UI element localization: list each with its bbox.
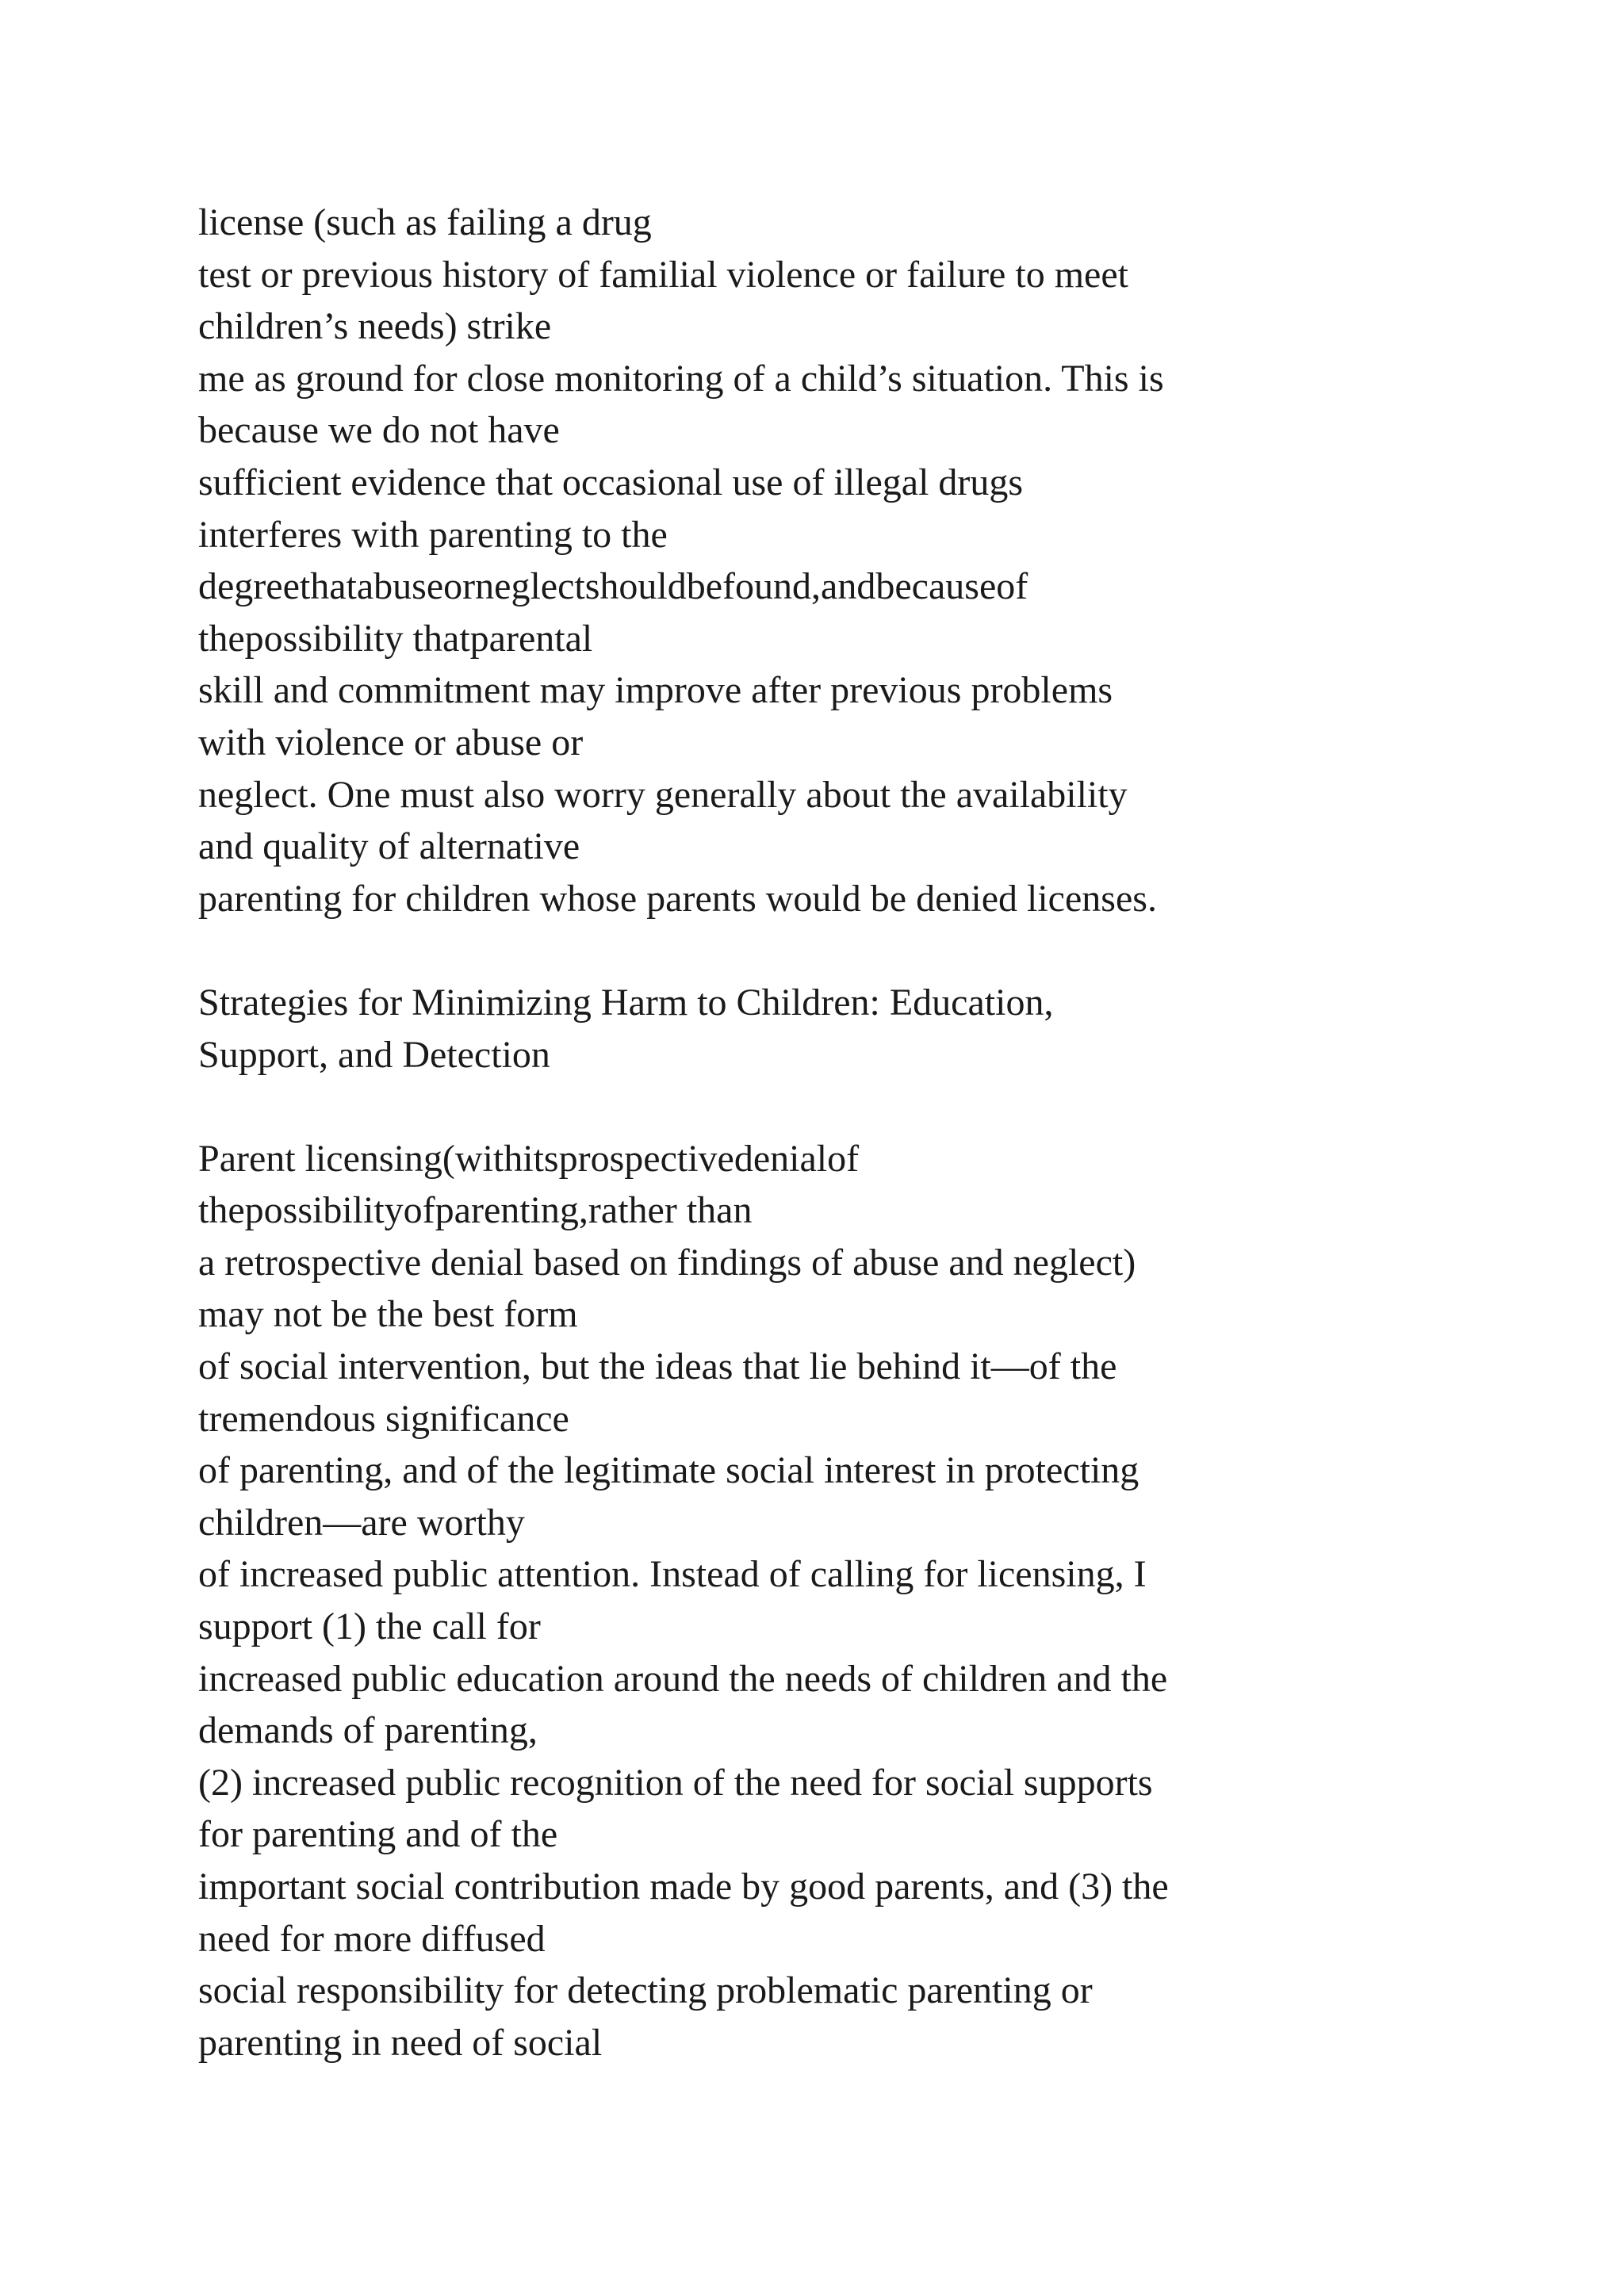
text-line: demands of parenting, — [198, 1709, 538, 1752]
text-line: thepossibilityofparenting,rather than — [198, 1189, 753, 1232]
text-line: social responsibility for detecting problematic parenting or — [198, 1969, 1093, 2012]
text-line: parenting in need of social — [198, 2021, 603, 2064]
text-line: thepossibility thatparental — [198, 617, 593, 660]
text-line: (2) increased public recognition of the need for social supports — [198, 1761, 1153, 1804]
text-line: because we do not have — [198, 409, 560, 452]
text-line: parenting for children whose parents would be denied licenses. — [198, 877, 1157, 920]
text-line: of social intervention, but the ideas that lie behind it—of the — [198, 1345, 1117, 1388]
paragraph-spacer — [198, 1081, 1578, 1133]
text-line: may not be the best form — [198, 1293, 578, 1336]
paragraph-licensing-grounds — [198, 197, 1578, 924]
text-line: me as ground for close monitoring of a child’s situation. This is — [198, 357, 1164, 400]
text-line: support (1) the call for — [198, 1605, 541, 1648]
text-line: with violence or abuse or — [198, 721, 584, 763]
paragraph-spacer — [198, 924, 1578, 977]
text-line: tremendous significance — [198, 1397, 569, 1440]
heading-line: Strategies for Minimizing Harm to Children: Education, — [198, 981, 1054, 1024]
text-line: test or previous history of familial violence or failure to meet — [198, 253, 1128, 296]
text-line: degreethatabuseorneglectshouldbefound,andbecauseof — [198, 565, 1028, 608]
text-line: skill and commitment may improve after previous problems — [198, 669, 1113, 712]
section-heading — [198, 977, 1578, 1081]
heading-line: Support, and Detection — [198, 1033, 550, 1076]
text-line: license (such as failing a drug — [198, 201, 652, 243]
text-line: of increased public attention. Instead of calling for licensing, I — [198, 1553, 1147, 1596]
text-line: neglect. One must also worry generally about the availability — [198, 773, 1128, 816]
paragraph-parent-licensing — [198, 1133, 1578, 2069]
text-line: for parenting and of the — [198, 1813, 558, 1856]
text-line: need for more diffused — [198, 1917, 546, 1960]
text-line: a retrospective denial based on findings of abuse and neglect) — [198, 1241, 1136, 1284]
text-line: children’s needs) strike — [198, 305, 552, 348]
text-line: increased public education around the needs of children and the — [198, 1657, 1168, 1700]
text-line: interferes with parenting to the — [198, 513, 668, 556]
text-line: of parenting, and of the legitimate social interest in protecting — [198, 1449, 1139, 1492]
text-line: Parent licensing(withitsprospectivedenialof — [198, 1137, 860, 1180]
document-body — [198, 197, 1578, 2068]
text-line: and quality of alternative — [198, 825, 580, 868]
text-line: important social contribution made by good parents, and (3) the — [198, 1866, 1169, 1908]
text-line: sufficient evidence that occasional use of illegal drugs — [198, 461, 1024, 503]
text-line: children—are worthy — [198, 1501, 525, 1544]
